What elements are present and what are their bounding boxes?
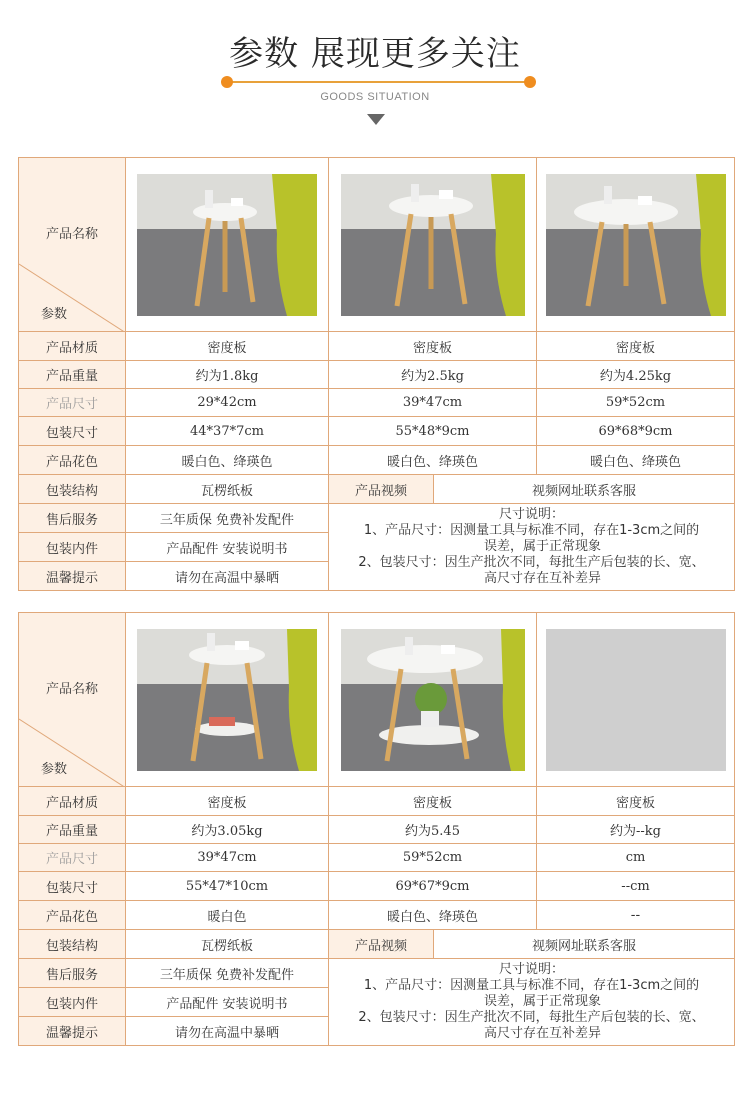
contents-label: 包装内件 (19, 988, 126, 1017)
video-label: 产品视频 (329, 475, 434, 504)
product-photo (546, 174, 726, 316)
pack-size-label: 包装尺寸 (19, 872, 126, 901)
name-params-header-cell (19, 158, 126, 332)
weight-value: 约为3.05kg (126, 816, 329, 844)
after-sale-label: 售后服务 (19, 504, 126, 533)
params-label: 参数 (41, 306, 68, 322)
pack-structure-label: 包装结构 (19, 475, 126, 504)
size-notes (329, 504, 735, 591)
spec-table-2 (18, 612, 735, 1046)
page-title: 参数 展现更多关注 (229, 34, 521, 74)
size-value: 39*47cm (126, 844, 329, 872)
size-value: 59*52cm (329, 844, 537, 872)
note-line: 2、包装尺寸：因生产批次不同，每批生产后包装的长、宽、 (358, 555, 705, 570)
material-value: 密度板 (126, 332, 329, 361)
size-value: 59*52cm (537, 389, 735, 417)
material-value: 密度板 (329, 787, 537, 816)
note-line: 误差，属于正常现象 (483, 994, 601, 1009)
tips-label: 温馨提示 (19, 562, 126, 591)
size-label: 产品尺寸 (19, 844, 126, 872)
tips-value: 请勿在高温中暴晒 (126, 1017, 329, 1046)
product-photo (341, 629, 525, 771)
material-label: 产品材质 (19, 787, 126, 816)
product-image-cell (537, 613, 735, 787)
weight-value: 约为2.5kg (329, 361, 537, 389)
weight-value: 约为4.25kg (537, 361, 735, 389)
page-header (0, 0, 750, 140)
tips-label: 温馨提示 (19, 1017, 126, 1046)
pack-structure-value: 瓦楞纸板 (126, 930, 329, 959)
color-value: 暖白色、绛瑛色 (329, 901, 537, 930)
down-arrow-icon (367, 114, 385, 125)
pack-size-value: 69*68*9cm (537, 417, 735, 446)
name-label: 产品名称 (45, 226, 98, 242)
color-value: 暖白色 (126, 901, 329, 930)
size-value: 29*42cm (126, 389, 329, 417)
contents-value: 产品配件 安装说明书 (126, 533, 329, 562)
size-value: 39*47cm (329, 389, 537, 417)
video-label: 产品视频 (329, 930, 434, 959)
pack-size-label: 包装尺寸 (19, 417, 126, 446)
diagonal-divider (19, 159, 126, 332)
after-sale-value: 三年质保 免费补发配件 (126, 504, 329, 533)
product-photo (137, 629, 317, 771)
product-image-cell (126, 613, 329, 787)
product-image-cell (329, 158, 537, 332)
divider-dot-right (524, 76, 536, 88)
spec-table-1 (18, 157, 735, 591)
tips-value: 请勿在高温中暴晒 (126, 562, 329, 591)
size-notes (329, 959, 735, 1046)
product-photo-placeholder (546, 629, 726, 771)
weight-label: 产品重量 (19, 361, 126, 389)
size-label: 产品尺寸 (19, 389, 126, 417)
color-value: -- (537, 901, 735, 930)
note-line: 尺寸说明： (498, 507, 564, 522)
note-line: 1、产品尺寸：因测量工具与标准不同，存在1-3cm之间的 (363, 978, 700, 993)
pack-size-value: 69*67*9cm (329, 872, 537, 901)
divider-dot-left (221, 76, 233, 88)
pack-structure-label: 包装结构 (19, 930, 126, 959)
color-value: 暖白色、绛瑛色 (329, 446, 537, 475)
name-params-header-cell (19, 613, 126, 787)
video-value: 视频网址联系客服 (434, 930, 735, 959)
note-line: 高尺寸存在互补差异 (483, 1026, 601, 1041)
note-line: 2、包装尺寸：因生产批次不同，每批生产后包装的长、宽、 (358, 1010, 705, 1025)
after-sale-value: 三年质保 免费补发配件 (126, 959, 329, 988)
weight-value: 约为1.8kg (126, 361, 329, 389)
product-photo (341, 174, 525, 316)
pack-structure-value: 瓦楞纸板 (126, 475, 329, 504)
material-value: 密度板 (537, 787, 735, 816)
product-photo (137, 174, 317, 316)
weight-label: 产品重量 (19, 816, 126, 844)
diagonal-divider (19, 614, 126, 787)
contents-label: 包装内件 (19, 533, 126, 562)
material-value: 密度板 (126, 787, 329, 816)
product-image-cell (329, 613, 537, 787)
note-line: 1、产品尺寸：因测量工具与标准不同，存在1-3cm之间的 (363, 523, 700, 538)
note-line: 误差，属于正常现象 (483, 539, 601, 554)
color-value: 暖白色、绛瑛色 (537, 446, 735, 475)
video-value: 视频网址联系客服 (434, 475, 735, 504)
contents-value: 产品配件 安装说明书 (126, 988, 329, 1017)
note-line: 尺寸说明： (498, 962, 564, 977)
params-label: 参数 (41, 761, 68, 777)
color-value: 暖白色、绛瑛色 (126, 446, 329, 475)
color-label: 产品花色 (19, 446, 126, 475)
product-image-cell (537, 158, 735, 332)
name-label: 产品名称 (45, 681, 98, 697)
note-line: 高尺寸存在互补差异 (483, 571, 601, 586)
weight-value: 约为--kg (537, 816, 735, 844)
page-subtitle: GOODS SITUATION (320, 91, 430, 103)
pack-size-value: --cm (537, 872, 735, 901)
pack-size-value: 55*48*9cm (329, 417, 537, 446)
material-value: 密度板 (329, 332, 537, 361)
product-image-cell (126, 158, 329, 332)
color-label: 产品花色 (19, 901, 126, 930)
after-sale-label: 售后服务 (19, 959, 126, 988)
material-label: 产品材质 (19, 332, 126, 361)
pack-size-value: 44*37*7cm (126, 417, 329, 446)
title-divider (226, 81, 530, 83)
weight-value: 约为5.45 (329, 816, 537, 844)
size-value: cm (537, 844, 735, 872)
material-value: 密度板 (537, 332, 735, 361)
pack-size-value: 55*47*10cm (126, 872, 329, 901)
